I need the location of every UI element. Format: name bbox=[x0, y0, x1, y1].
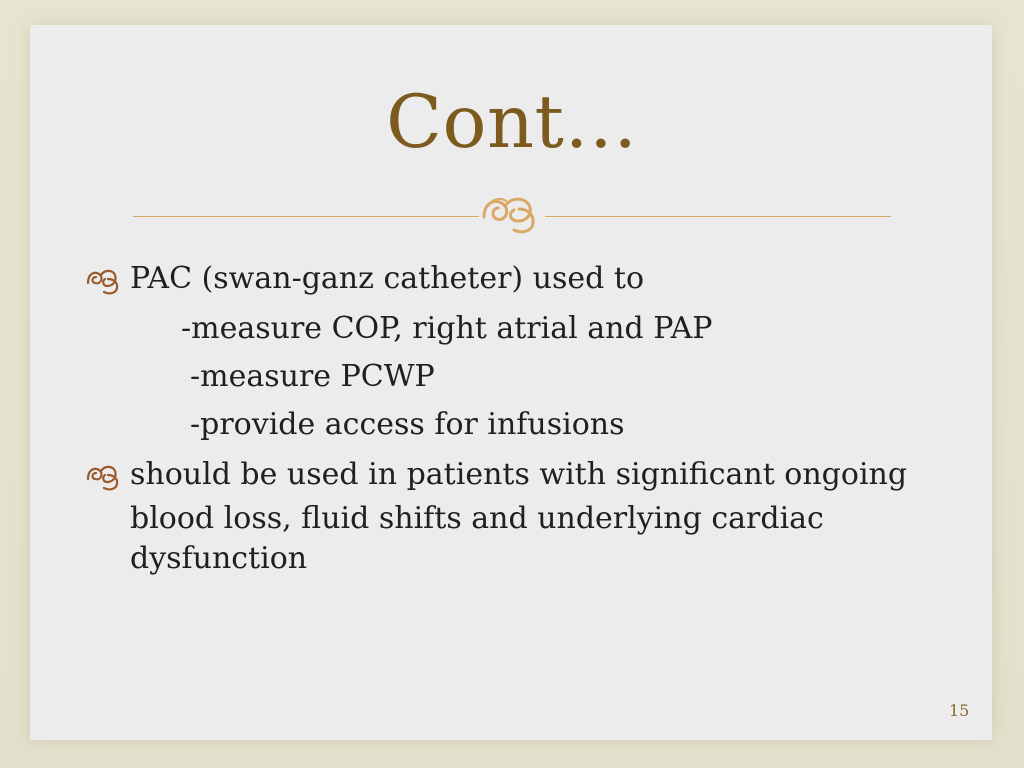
bullet-line: should be used in patients with significant ongoing bbox=[130, 457, 908, 492]
sub-item: -measure PCWP bbox=[190, 359, 435, 394]
bullet-continuation-line: dysfunction bbox=[130, 541, 308, 576]
ornamental-swirl-icon bbox=[476, 188, 548, 236]
title-divider-left bbox=[133, 216, 479, 217]
sub-item: -provide access for infusions bbox=[190, 407, 625, 442]
ornamental-bullet-icon bbox=[84, 455, 124, 495]
sub-item: -measure COP, right atrial and PAP bbox=[181, 311, 713, 346]
slide-title: Cont… bbox=[386, 80, 638, 165]
ornamental-bullet-icon bbox=[84, 259, 124, 299]
title-divider-right bbox=[545, 216, 891, 217]
bullet-line: PAC (swan-ganz catheter) used to bbox=[130, 261, 644, 296]
bullet-continuation-line: blood loss, fluid shifts and underlying cardiac bbox=[130, 501, 824, 536]
page-number: 15 bbox=[949, 701, 970, 720]
